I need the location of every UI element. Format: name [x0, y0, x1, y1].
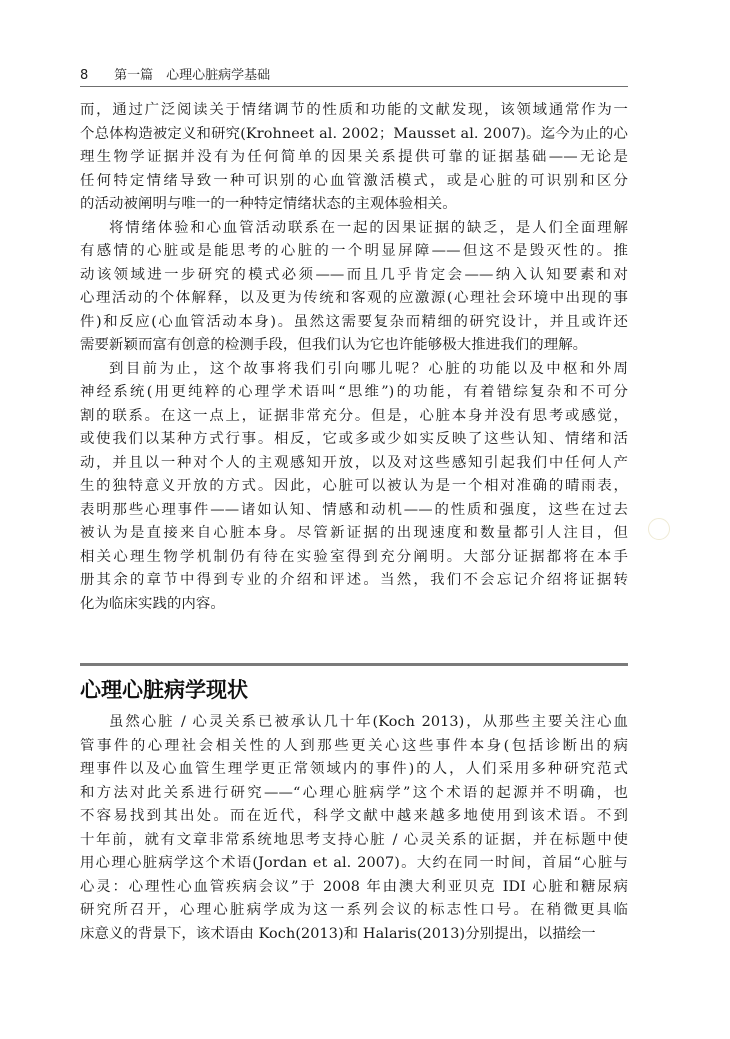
text-line: 件)和反应(心血管活动本身)。虽然这需要复杂而精细的研究设计，并且或许还	[80, 313, 628, 330]
text-line: 或使我们以某种方式行事。相反，它或多或少如实反映了这些认知、情绪和活	[80, 431, 628, 447]
text-line: 将情绪体验和心血管活动联系在一起的因果证据的缺乏，是人们全面理解	[109, 219, 628, 236]
text-line: 相关心理生物学机制仍有待在实验室得到充分阐明。大部分证据都将在本手	[80, 548, 628, 565]
text-line: 有感情的心脏或是能思考的心脏的一个明显屏障——但这不是毁灭性的。推	[80, 243, 628, 259]
watermark-seal-icon	[648, 518, 670, 540]
paragraph	[80, 217, 628, 358]
text-line: 割的联系。在这一点上，证据非常充分。但是，心脏本身并没有思考或感觉，	[80, 407, 628, 424]
paragraph	[80, 358, 628, 617]
text-line: 到目前为止，这个故事将我们引向哪儿呢？心脏的功能以及中枢和外周	[109, 360, 628, 377]
text-line: 动，并且以一种对个人的主观感知开放，以及对这些感知引起我们中任何人产	[80, 454, 628, 471]
text-line: 生的独特意义开放的方式。因此，心脏可以被认为是一个相对准确的晴雨表，	[80, 478, 628, 494]
text-line: 需要新颖而富有创意的检测手段，但我们认为它也许能够极大推进我们的理解。	[80, 337, 588, 353]
text-line: 十年前，就有文章非常系统地思考支持心脏 / 心灵关系的证据，并在标题中使	[80, 831, 628, 848]
running-head-title: 第一篇 心理心脏病学基础	[114, 68, 271, 83]
paragraph	[80, 711, 628, 946]
text-line: 动该领域进一步研究的模式必须——而且几乎肯定会——纳入认知要素和对	[80, 266, 628, 283]
section-rule	[80, 663, 628, 666]
text-line: 个总体构造被定义和研究(Krohneet al. 2002；Mausset al. 2007)。迄今为止的心	[80, 125, 628, 142]
text-line: 册其余的章节中得到专业的介绍和评述。当然，我们不会忘记介绍将证据转	[80, 572, 628, 588]
running-head	[80, 64, 270, 83]
body-text-top	[80, 99, 628, 616]
text-line: 和方法对此关系进行研究——“心理心脏病学”这个术语的起源并不明确，也	[80, 784, 628, 801]
text-line: 心理活动的个体解释，以及更为传统和客观的应激源(心理社会环境中出现的事	[80, 290, 628, 306]
text-line: 的活动被阐明与唯一的一种特定情绪状态的主观体验相关。	[80, 196, 457, 212]
text-line: 心灵：心理性心血管疾病会议”于 2008 年由澳大利亚贝克 IDI 心脏和糖尿病	[80, 878, 628, 895]
text-line: 不容易找到其出处。而在近代，科学文献中越来越多地使用到该术语。不到	[80, 808, 628, 824]
text-line: 虽然心脏 / 心灵关系已被承认几十年(Koch 2013)，从那些主要关注心血	[109, 714, 628, 730]
text-line: 管事件的心理社会相关性的人到那些更关心这些事件本身(包括诊断出的病	[80, 737, 628, 754]
body-text-bottom	[80, 711, 628, 946]
text-line: 表明那些心理事件——诸如认知、情感和动机——的性质和强度，这些在过去	[80, 501, 628, 518]
text-line: 床意义的背景下，该术语由 Koch(2013)和 Halaris(2013)分别提出，以描绘一	[80, 925, 596, 942]
text-line: 神经系统(用更纯粹的心理学术语叫“思维”)的功能，有着错综复杂和不可分	[80, 384, 628, 400]
section-heading: 心理心脏病学现状	[80, 678, 248, 702]
text-line: 用心理心脏病学这个术语(Jordan et al. 2007)。大约在同一时间，首届“心脏与	[80, 855, 628, 871]
paragraph	[80, 99, 628, 217]
text-line: 理生物学证据并没有为任何简单的因果关系提供可靠的证据基础——无论是	[80, 149, 628, 165]
text-line: 被认为是直接来自心脏本身。尽管新证据的出现速度和数量都引人注目，但	[80, 525, 628, 541]
text-line: 化为临床实践的内容。	[80, 595, 225, 612]
header-rule	[80, 86, 628, 87]
page-number: 8	[80, 68, 89, 83]
text-line: 研究所召开，心理心脏病学成为这一系列会议的标志性口号。在稍微更具临	[80, 902, 628, 918]
text-line: 任何特定情绪导致一种可识别的心血管激活模式，或是心脏的可识别和区分	[80, 172, 628, 189]
text-line: 而，通过广泛阅读关于情绪调节的性质和功能的文献发现，该领域通常作为一	[80, 102, 628, 118]
text-line: 理事件以及心血管生理学更正常领域内的事件)的人，人们采用多种研究范式	[80, 761, 628, 777]
